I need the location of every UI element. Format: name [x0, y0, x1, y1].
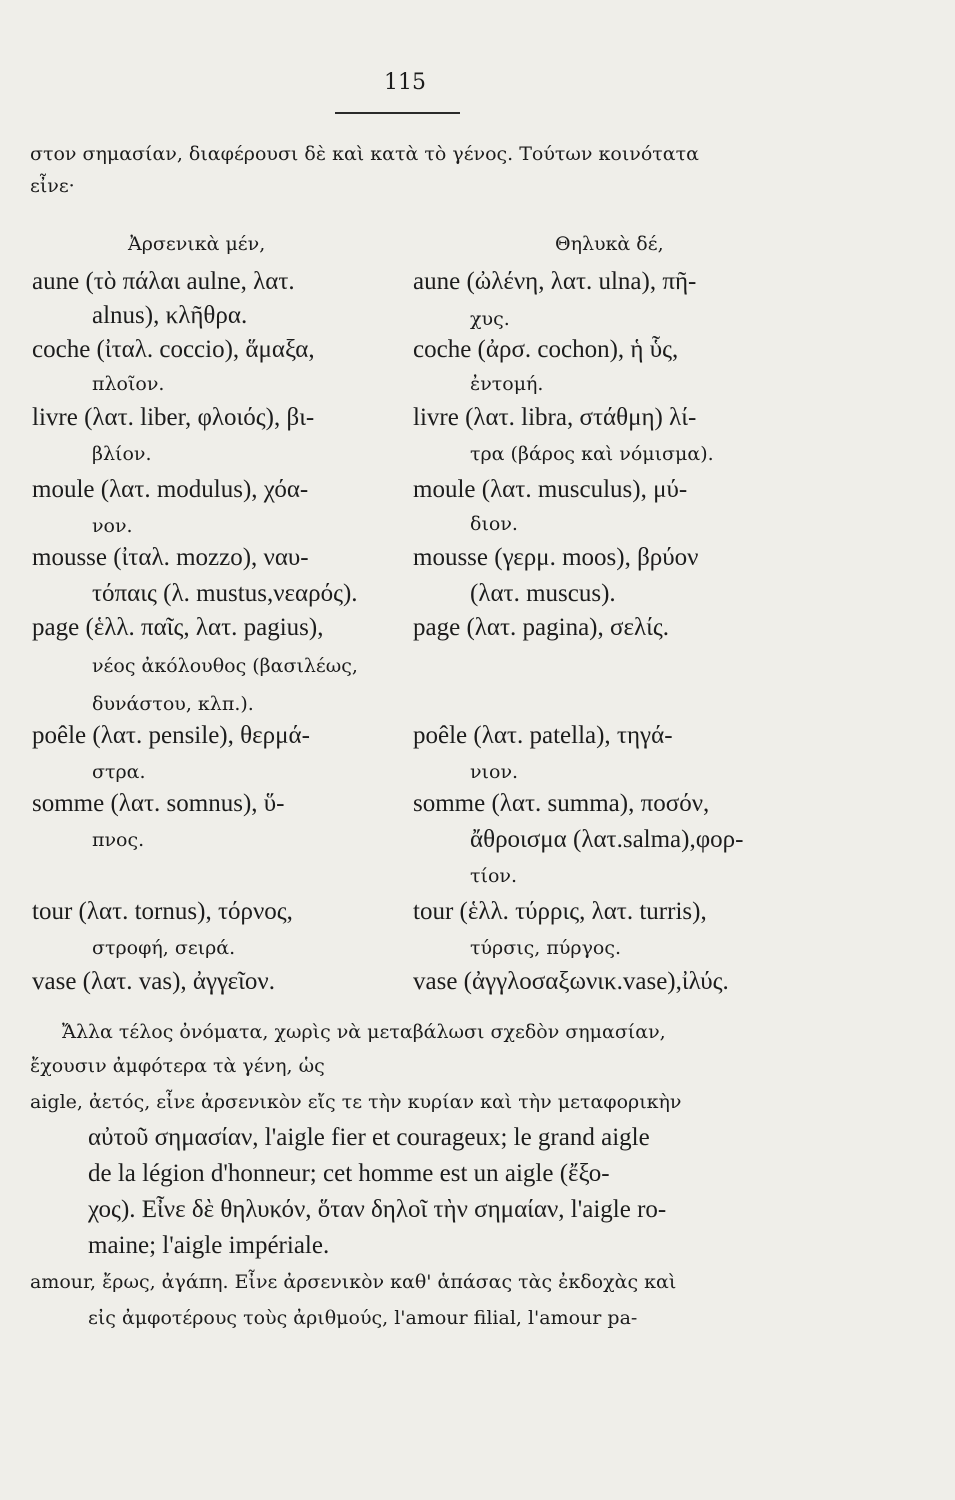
entry-right-line: τίον. [470, 865, 517, 887]
paragraph-line: ἔχουσιν ἀμφότερα τὰ γένη, ὡς [30, 1055, 325, 1077]
entry-right-line: χυς. [470, 308, 510, 330]
entry-right-line: (λατ. muscus). [470, 580, 616, 607]
intro-line-2: εἶνε· [30, 175, 75, 197]
paragraph-line: χος). Εἶνε δὲ θηλυκόν, ὅταν δηλοῖ τὴν σημαίαν, l'aigle ro- [88, 1196, 667, 1223]
entry-right-line: aune (ὠλένη, λατ. ulna), πῆ- [413, 268, 697, 295]
entry-left-line: alnus), κλῆθρα. [92, 302, 248, 329]
entry-left-line: δυνάστου, κλπ.). [92, 693, 254, 715]
entry-right-line: νιον. [470, 761, 519, 783]
entry-left-line: πνος. [92, 829, 145, 851]
entry-left-line: τόπαις (λ. mustus,νεαρός). [92, 580, 358, 607]
entry-left-line: νον. [92, 515, 133, 537]
entry-right-line: livre (λατ. libra, στάθμη) λί- [413, 404, 697, 431]
paragraph-line: de la légion d'honneur; cet homme est un aigle (ἔξο- [88, 1160, 610, 1187]
entry-right-line: moule (λατ. musculus), μύ- [413, 476, 688, 503]
entry-left-line: πλοῖον. [92, 373, 165, 395]
entry-left-line: moule (λατ. modulus), χόα- [32, 476, 309, 503]
entry-left-line: tour (λατ. tornus), τόρνος, [32, 898, 293, 925]
feminine-header: Θηλυκὰ δέ, [555, 233, 664, 255]
entry-left-line: aune (τὸ πάλαι aulne, λατ. [32, 268, 295, 295]
entry-right-line: mousse (γερμ. moos), βρύον [413, 544, 699, 571]
paragraph-line: aigle, ἀετός, εἶνε ἀρσενικὸν εἴς τε τὴν κυρίαν καὶ τὴν μεταφορικὴν [30, 1091, 682, 1113]
entry-right-line: διον. [470, 513, 518, 535]
header-rule [335, 112, 460, 114]
entry-left-line: mousse (ἰταλ. mozzo), ναυ- [32, 544, 309, 571]
entry-left-line: vase (λατ. vas), ἀγγεῖον. [32, 968, 275, 995]
paragraph-line: εἰς ἀμφοτέρους τοὺς ἀριθμούς, l'amour filial, l'amour pa- [88, 1307, 638, 1329]
entry-right-line: tour (ἑλλ. τύρρις, λατ. turris), [413, 898, 707, 925]
paragraph-line: Ἄλλα τέλος ὀνόματα, χωρὶς νὰ μεταβάλωσι σχεδὸν σημασίαν, [62, 1021, 666, 1043]
entry-left-line: νέος ἀκόλουθος (βασιλέως, [92, 655, 358, 677]
entry-left-line: coche (ἰταλ. coccio), ἅμαξα, [32, 336, 315, 363]
entry-right-line: coche (ἀρσ. cochon), ἡ ὗς, [413, 336, 679, 363]
entry-right-line: poêle (λατ. patella), τηγά- [413, 722, 673, 749]
entry-right-line: vase (ἀγγλοσαξωνικ.vase),ἰλύς. [413, 968, 729, 995]
intro-line-1: στον σημασίαν, διαφέρουσι δὲ καὶ κατὰ τὸ γένος. Τούτων κοινότατα [30, 143, 699, 165]
page-number: 115 [384, 70, 426, 95]
entry-left-line: poêle (λατ. pensile), θερμά- [32, 722, 310, 749]
entry-right-line: somme (λατ. summa), ποσόν, [413, 790, 710, 817]
entry-right-line: ἐντομή. [470, 373, 544, 395]
entry-left-line: βλίον. [92, 443, 152, 465]
entry-right-line: τύρσις, πύργος. [470, 937, 622, 959]
entry-left-line: somme (λατ. somnus), ὕ- [32, 790, 285, 817]
entry-right-line: ἄθροισμα (λατ.salma),φορ- [470, 826, 744, 853]
paragraph-line: αὐτοῦ σημασίαν, l'aigle fier et courageux; le grand aigle [88, 1124, 650, 1151]
entry-left-line: στρα. [92, 761, 146, 783]
paragraph-line: maine; l'aigle impériale. [88, 1232, 330, 1259]
entry-right-line: τρα (βάρος καὶ νόμισμα). [470, 443, 714, 465]
entry-left-line: page (ἑλλ. παῖς, λατ. pagius), [32, 614, 324, 641]
entry-right-line: page (λατ. pagina), σελίς. [413, 614, 669, 641]
entry-left-line: livre (λατ. liber, φλοιός), βι- [32, 404, 315, 431]
entry-left-line: στροφή, σειρά. [92, 937, 236, 959]
paragraph-line: amour, ἔρως, ἀγάπη. Εἶνε ἀρσενικὸν καθ' ἁπάσας τὰς ἐκδοχὰς καὶ [30, 1271, 677, 1293]
masculine-header: Ἀρσενικὰ μέν, [128, 233, 266, 255]
